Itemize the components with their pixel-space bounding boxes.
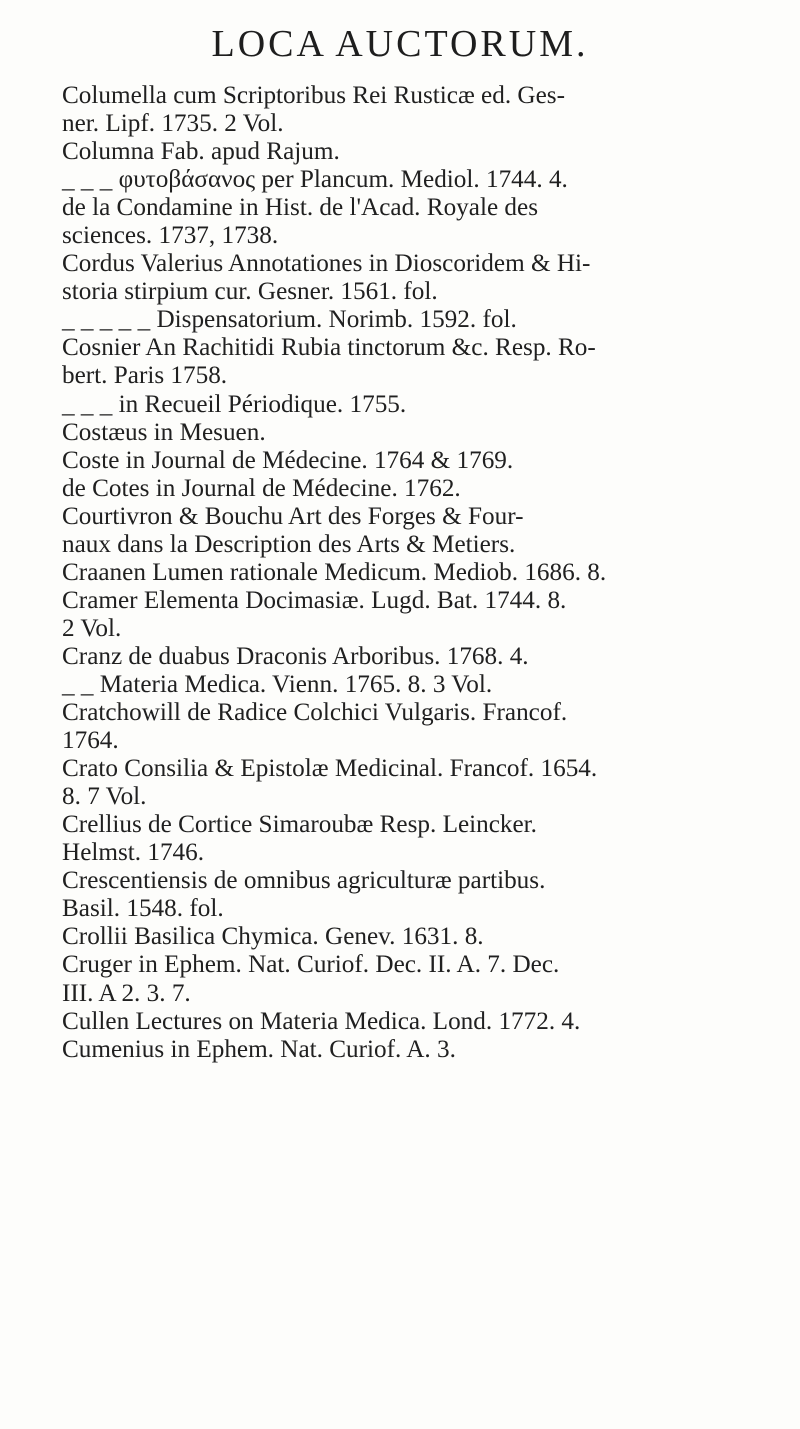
entry-continuation-line: Helmst. 1746.: [62, 839, 205, 867]
entry-line: Crellius de Cortice Simaroubæ Resp. Leincker.: [62, 811, 537, 839]
index-entry: [62, 503, 784, 559]
entry-line: _ _ _ φυτοβάσανος per Plancum. Mediol. 1744. 4.: [62, 166, 568, 194]
entry-line: Craanen Lumen rationale Medicum. Mediob. 1686. 8.: [62, 558, 607, 586]
entry-line: Cruger in Ephem. Nat. Curiof. Dec. II. A. 7. Dec.: [62, 951, 560, 979]
entry-line: Crato Consilia & Epistolæ Medicinal. Francof. 1654.: [62, 755, 598, 783]
index-entry: [62, 811, 784, 867]
entry-continuation-line: III. A 2. 3. 7.: [62, 979, 191, 1007]
entry-line: Courtivron & Bouchu Art des Forges & Four-: [62, 502, 524, 530]
entry-line: Costæus in Mesuen.: [62, 418, 266, 446]
entry-line: _ _ _ in Recueil Périodique. 1755.: [62, 390, 407, 418]
index-entry: [62, 559, 784, 587]
index-entry: [62, 699, 784, 755]
page-heading: LOCA AUCTORUM.: [211, 23, 589, 65]
index-entry: [62, 391, 784, 419]
index-entry: [62, 867, 784, 923]
entry-continuation-line: 2 Vol.: [62, 614, 122, 642]
entry-line: Cordus Valerius Annotationes in Dioscoridem & Hi-: [62, 250, 591, 278]
entry-line: _ _ Materia Medica. Vienn. 1765. 8. 3 Vol.: [62, 670, 493, 698]
index-entry: [62, 334, 784, 390]
entry-line: Cosnier An Rachitidi Rubia tinctorum &c. Resp. Ro-: [62, 334, 596, 362]
entry-continuation-line: bert. Paris 1758.: [62, 362, 228, 390]
entry-line: Cullen Lectures on Materia Medica. Lond. 1772. 4.: [62, 1007, 581, 1035]
entry-continuation-line: Basil. 1548. fol.: [62, 895, 224, 923]
entry-line: Crollii Basilica Chymica. Genev. 1631. 8.: [62, 923, 484, 951]
index-entry: [62, 419, 784, 447]
entry-line: Columna Fab. apud Rajum.: [62, 138, 340, 166]
entry-continuation-line: 8. 7 Vol.: [62, 783, 147, 811]
index-entry: [62, 475, 784, 503]
entry-continuation-line: storia stirpium cur. Gesner. 1561. fol.: [62, 278, 438, 306]
entry-line: de la Condamine in Hist. de l'Acad. Royale des: [62, 194, 538, 222]
author-index-list: [62, 82, 784, 1064]
entry-line: Cumenius in Ephem. Nat. Curiof. A. 3.: [62, 1035, 456, 1063]
index-entry: [62, 951, 784, 1007]
index-entry: [62, 306, 784, 334]
entry-line: Cramer Elementa Docimasiæ. Lugd. Bat. 1744. 8.: [62, 586, 567, 614]
entry-continuation-line: 1764.: [62, 727, 119, 755]
index-entry: [62, 194, 784, 250]
index-entry: [62, 166, 784, 194]
entry-line: _ _ _ _ _ Dispensatorium. Norimb. 1592. fol.: [62, 306, 517, 334]
index-entry: [62, 755, 784, 811]
entry-line: Coste in Journal de Médecine. 1764 & 1769.: [62, 446, 514, 474]
index-entry: [62, 138, 784, 166]
index-entry: [62, 1036, 784, 1064]
entry-line: Cratchowill de Radice Colchici Vulgaris. Francof.: [62, 699, 568, 727]
index-entry: [62, 923, 784, 951]
entry-line: Columella cum Scriptoribus Rei Rusticæ ed. Ges-: [62, 82, 565, 109]
index-entry: [62, 447, 784, 475]
entry-line: de Cotes in Journal de Médecine. 1762.: [62, 474, 461, 502]
index-entry: [62, 82, 784, 138]
entry-continuation-line: sciences. 1737, 1738.: [62, 222, 279, 250]
index-entry: [62, 250, 784, 306]
index-entry: [62, 1008, 784, 1036]
entry-line: Cranz de duabus Draconis Arboribus. 1768. 4.: [62, 642, 529, 670]
entry-line: Crescentiensis de omnibus agriculturæ partibus.: [62, 867, 546, 895]
index-entry: [62, 587, 784, 643]
index-entry: [62, 671, 784, 699]
entry-continuation-line: naux dans la Description des Arts & Metiers.: [62, 530, 516, 558]
entry-continuation-line: ner. Lipf. 1735. 2 Vol.: [62, 110, 284, 138]
index-entry: [62, 643, 784, 671]
